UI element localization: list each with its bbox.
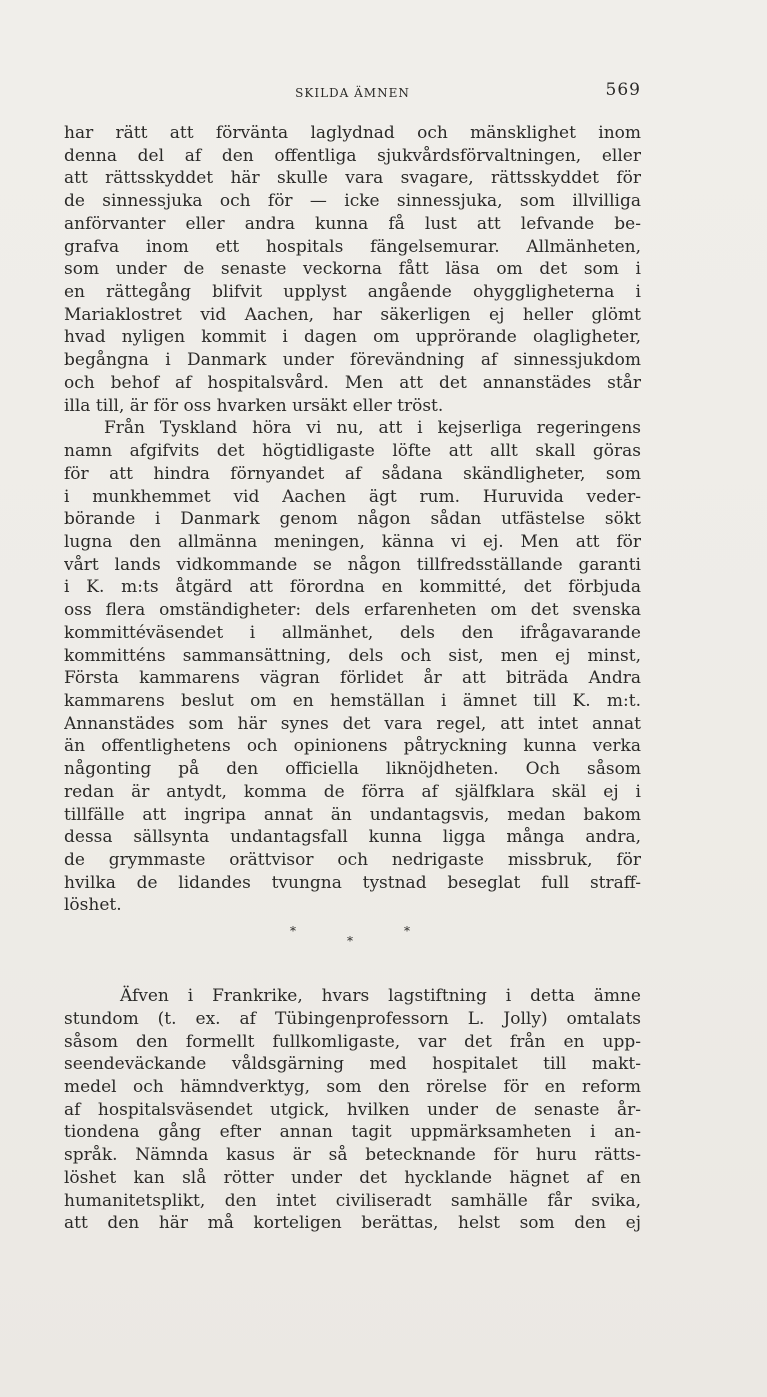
- text-line: Från Tyskland höra vi nu, att i kejserliga regeringens: [104, 418, 641, 439]
- text-line: Äfven i Frankrike, hvars lagstiftning i detta ämne: [120, 986, 641, 1007]
- text-line: språk. Nämnda kasus är så betecknande för huru rätts-: [64, 1145, 641, 1166]
- text-line: som under de senaste veckorna fått läsa om det som i: [64, 259, 641, 280]
- paragraph-3: [64, 985, 641, 1235]
- text-line: dessa sällsynta undantagsfall kunna ligga många andra,: [64, 827, 641, 848]
- text-line: begångna i Danmark under förevändning af sinnessjukdom: [64, 350, 641, 371]
- text-line: de grymmaste orättvisor och nedrigaste missbruk, för: [64, 850, 641, 870]
- paragraph-2: [64, 417, 641, 917]
- text-line: löshet.: [64, 895, 122, 916]
- asterisk-left: *: [290, 924, 296, 939]
- text-line: kommittéväsendet i allmänhet, dels den ifrågavarande: [64, 622, 641, 643]
- text-line: medel och hämndverktyg, som den rörelse för en reform: [64, 1077, 641, 1098]
- text-line: humanitetsplikt, den intet civiliseradt samhälle får svika,: [64, 1190, 641, 1211]
- text-line: har rätt att förvänta laglydnad och mänsklighet inom: [64, 123, 641, 143]
- asterisk-center: *: [347, 934, 353, 949]
- text-line: kammarens beslut om en hemställan i ämnet till K. m:t.: [64, 690, 641, 711]
- text-line: illa till, är för oss hvarken ursäkt eller tröst.: [64, 395, 444, 416]
- text-line: tiondena gång efter annan tagit uppmärksamheten i an-: [64, 1122, 641, 1143]
- text-line: hvilka de lidandes tvungna tystnad beseglat full straff-: [64, 872, 641, 893]
- text-line: anförvanter eller andra kunna få lust att lefvande be-: [64, 213, 641, 234]
- text-line: Första kammarens vägran förlidet år att biträda Andra: [64, 668, 641, 689]
- text-line: i K. m:ts åtgärd att förordna en kommitté, det förbjuda: [64, 577, 641, 598]
- section-gap: [64, 973, 641, 985]
- text-line: i munkhemmet vid Aachen ägt rum. Huruvida veder-: [64, 486, 641, 507]
- text-line: namn afgifvits det högtidligaste löfte att allt skall göras: [64, 441, 641, 462]
- text-line: än offentlighetens och opinionens påtryckning kunna verka: [64, 736, 641, 757]
- text-line: tillfälle att ingripa annat än undantagsvis, medan bakom: [64, 804, 641, 825]
- paragraph-1: [64, 122, 641, 417]
- text-line: vårt lands vidkommande se någon tillfredsställande garanti: [64, 554, 641, 575]
- body-text: [64, 122, 641, 1235]
- asterisk-right: *: [404, 924, 410, 939]
- text-line: och behof af hospitalsvård. Men att det annanstädes står: [64, 372, 641, 393]
- text-line: grafva inom ett hospitals fängelsemurar. Allmänheten,: [64, 236, 641, 257]
- text-line: kommitténs sammansättning, dels och sist, men ej minst,: [64, 645, 641, 666]
- text-line: seendeväckande våldsgärning med hospitalet till makt-: [64, 1054, 641, 1075]
- text-line: hvad nyligen kommit i dagen om upprörande olagligheter,: [64, 327, 641, 348]
- text-line: börande i Danmark genom någon sådan utfästelse sökt: [64, 509, 641, 530]
- text-line: denna del af den offentliga sjukvårdsförvaltningen, eller: [64, 145, 641, 166]
- text-line: stundom (t. ex. af Tübingenprofessorn L. Jolly) omtalats: [64, 1008, 641, 1029]
- text-line: de sinnessjuka och för — icke sinnessjuka, som illvilliga: [64, 191, 641, 212]
- text-line: för att hindra förnyandet af sådana skändligheter, som: [64, 463, 641, 484]
- text-line: såsom den formellt fullkomligaste, var det från en upp-: [64, 1031, 641, 1052]
- asterism-separator: [64, 917, 641, 973]
- text-line: oss flera omständigheter: dels erfarenheten om det svenska: [64, 600, 641, 621]
- text-line: lugna den allmänna meningen, känna vi ej. Men att för: [64, 531, 641, 552]
- text-line: någonting på den officiella liknöjdheten. Och såsom: [64, 759, 641, 780]
- text-line: redan är antydt, komma de förra af själfklara skäl ej i: [64, 781, 641, 802]
- text-line: att den här må korteligen berättas, helst som den ej: [64, 1213, 641, 1234]
- text-line: Annanstädes som här synes det vara regel, att intet annat: [64, 713, 641, 734]
- page-number: 569: [605, 80, 641, 100]
- text-line: af hospitalsväsendet utgick, hvilken under de senaste år-: [64, 1099, 641, 1120]
- text-line: Mariaklostret vid Aachen, har säkerligen ej heller glömt: [64, 304, 641, 325]
- page-header: [64, 78, 641, 106]
- running-head: SKILDA ÄMNEN: [295, 86, 410, 100]
- text-line: en rättegång blifvit upplyst angående ohyggligheterna i: [64, 282, 641, 303]
- text-line: att rättsskyddet här skulle vara svagare, rättsskyddet för: [64, 168, 641, 189]
- text-line: löshet kan slå rötter under det hycklande hägnet af en: [64, 1167, 641, 1188]
